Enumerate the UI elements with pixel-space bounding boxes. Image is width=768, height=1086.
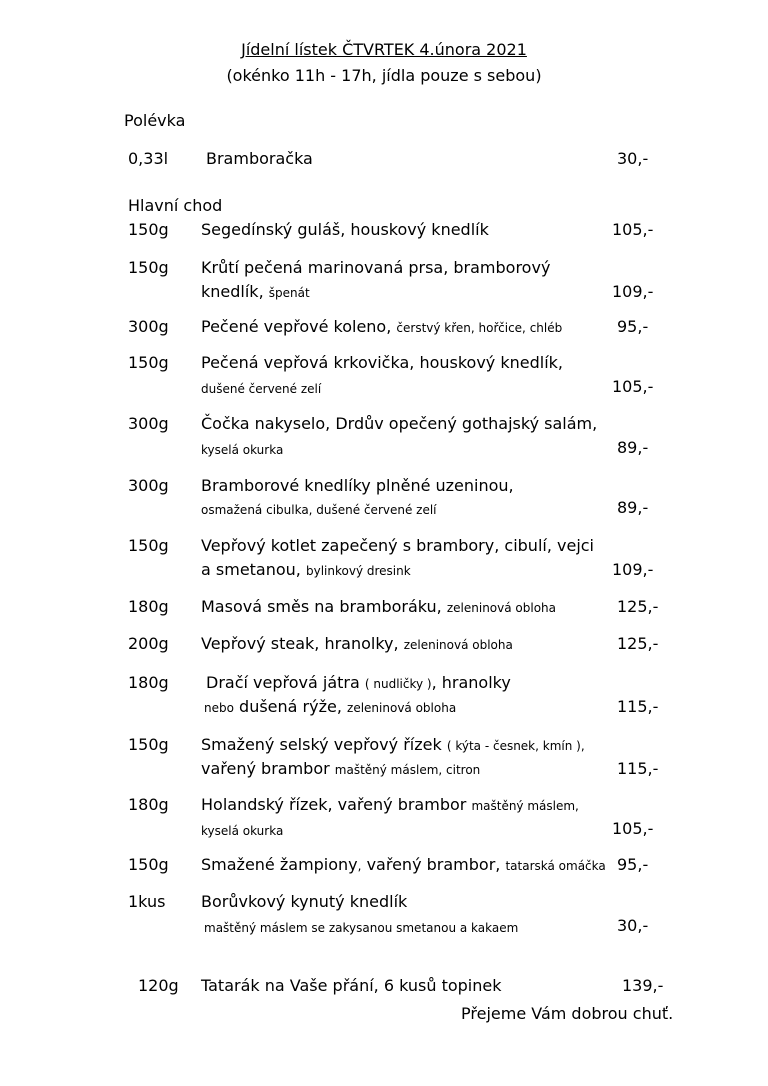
item-note: ( kýta - česnek, kmín ), — [446, 739, 585, 753]
item-qty: 200g — [128, 634, 169, 653]
item-note: ( nudličky ) — [364, 677, 432, 691]
item-side: špenát — [268, 286, 310, 300]
soup-name: Bramboračka — [206, 149, 313, 168]
item-price: 89,- — [617, 438, 649, 457]
item-price: 95,- — [617, 317, 649, 336]
item-name: Holandský řízek, vařený brambor maštěný máslem, — [201, 795, 579, 814]
item-price: 105,- — [612, 220, 654, 239]
item-price: 115,- — [617, 697, 659, 716]
item-side: dušené červené zelí — [201, 382, 322, 396]
item-name: Dračí vepřová játra ( nudličky ), hranolky — [206, 673, 511, 692]
item-side: kyselá okurka — [201, 443, 284, 457]
item-name-cont: knedlík, špenát — [201, 282, 310, 301]
item-qty: 180g — [128, 795, 169, 814]
item-side: osmažená cibulka, dušené červené zelí — [201, 503, 437, 517]
soup-heading: Polévka — [124, 111, 186, 130]
item-price: 89,- — [617, 498, 649, 517]
item-price: 109,- — [612, 282, 654, 301]
item-name: Pečená vepřová krkovička, houskový knedlík, — [201, 353, 563, 372]
item-name: Smažené žampiony, vařený brambor, tatarská omáčka — [201, 855, 606, 874]
soup-price: 30,- — [617, 149, 649, 168]
main-heading: Hlavní chod — [128, 196, 223, 215]
item-name: Segedínský guláš, houskový knedlík — [201, 220, 489, 239]
item-side: maštěný máslem se zakysanou smetanou a kakaem — [204, 921, 519, 935]
item-name-cont: a smetanou, bylinkový dresink — [201, 560, 411, 579]
item-side: zeleninová obloha — [446, 601, 557, 615]
item-qty: 300g — [128, 476, 169, 495]
item-price: 125,- — [617, 634, 659, 653]
item-qty: 150g — [128, 536, 169, 555]
item-qty: 150g — [128, 353, 169, 372]
page-title: Jídelní lístek ČTVRTEK 4.února 2021 — [241, 40, 527, 59]
footer-wish: Přejeme Vám dobrou chuť. — [461, 1004, 674, 1023]
item-name: Vepřový steak, hranolky, zeleninová obloha — [201, 634, 513, 653]
special-qty: 120g — [138, 976, 179, 995]
item-price: 30,- — [617, 916, 649, 935]
item-side: maštěný máslem, citron — [334, 763, 481, 777]
item-side: čerstvý křen, hořčice, chléb — [396, 321, 563, 335]
item-qty: 1kus — [128, 892, 166, 911]
item-name: Borůvkový kynutý knedlík — [201, 892, 408, 911]
item-price: 95,- — [617, 855, 649, 874]
item-price: 109,- — [612, 560, 654, 579]
item-name: Čočka nakyselo, Drdův opečený gothajský salám, — [201, 414, 598, 433]
soup-qty: 0,33l — [128, 149, 169, 168]
item-name: Bramborové knedlíky plněné uzeninou, — [201, 476, 514, 495]
item-side: zeleninová obloha — [347, 701, 457, 715]
item-side: kyselá okurka — [201, 824, 284, 838]
item-note: maštěný máslem, — [471, 799, 579, 813]
item-name-cont: vařený brambor maštěný máslem, citron — [201, 759, 481, 778]
item-side: zeleninová obloha — [403, 638, 513, 652]
item-price: 115,- — [617, 759, 659, 778]
item-qty: 300g — [128, 414, 169, 433]
item-qty: 150g — [128, 735, 169, 754]
item-name: Masová směs na bramboráku, zeleninová obloha — [201, 597, 557, 616]
item-name: Vepřový kotlet zapečený s brambory, cibulí, vejci — [201, 536, 594, 555]
special-price: 139,- — [622, 976, 664, 995]
item-name-cont: nebo dušená rýže, zeleninová obloha — [204, 697, 457, 716]
item-qty: 150g — [128, 855, 169, 874]
item-price: 105,- — [612, 377, 654, 396]
item-side: bylinkový dresink — [305, 564, 411, 578]
item-name: Krůtí pečená marinovaná prsa, bramborový — [201, 258, 551, 277]
page-subtitle: (okénko 11h - 17h, jídla pouze s sebou) — [226, 66, 542, 85]
item-qty: 180g — [128, 597, 169, 616]
item-name: Smažený selský vepřový řízek ( kýta - česnek, kmín ), — [201, 735, 585, 754]
item-side: tatarská omáčka — [505, 859, 606, 873]
item-qty: 300g — [128, 317, 169, 336]
item-qty: 150g — [128, 220, 169, 239]
item-qty: 180g — [128, 673, 169, 692]
item-price: 105,- — [612, 819, 654, 838]
special-name: Tatarák na Vaše přání, 6 kusů topinek — [201, 976, 502, 995]
item-price: 125,- — [617, 597, 659, 616]
item-name: Pečené vepřové koleno, čerstvý křen, hořčice, chléb — [201, 317, 563, 336]
item-qty: 150g — [128, 258, 169, 277]
